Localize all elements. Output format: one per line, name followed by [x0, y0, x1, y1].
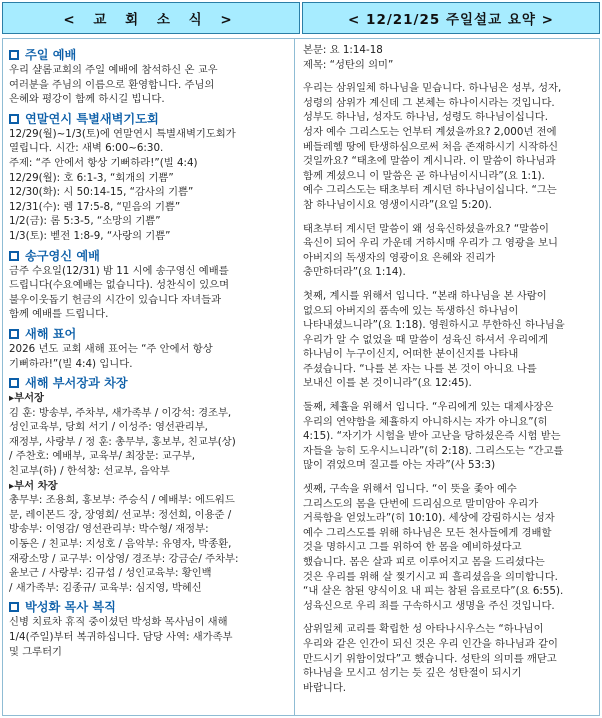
sermon-paragraph: 삼위일체 교리를 확립한 성 아타나시우스는 “하나님이 우리와 같은 인간이 되신 것은 우리 인간을 하나님과 같이 만드시기 위함이었다”고 했습니다. 성탄의 의미를 깨닫고 하나님을 모시고 섬기는 듯 깊은 성탄절이 되시기 바랍니다.: [303, 623, 558, 694]
department-heads-label: ▸부서장: [9, 392, 45, 405]
worship-text: 우리 샬롬교회의 주일 예배에 참석하신 온 교우 여러분을 주님의 이름으로 환영합니다. 주님의 은혜와 평강이 함께 하시길 빕니다.: [9, 64, 218, 106]
sermon-paragraph: 셋째, 구속을 위해서 입니다. “이 뜻을 좇아 예수 그리스도의 몸을 단번에 드리심으로 말미암아 우리가 거룩함을 얻었노라”(히 10:10). 세상에 강림하시는 성자 예수 그리스도를 위해 하나님은 모든 천사들에게 경배할 것을 명하시고 그를 위하여 한 몸을 예비하셨다고 했습니다. 몸은 살과 피로 이루어지고 몸을 드리셨다는 것은 우리를 위해 살 찢기시고 피 흘리셨음을 의미합니다. “내 살은 참된 양식이요 내 피는 참된 음료로다”(요 6:55). 성육신으로 우리 죄를 구속하시고 생명을 주신 것입니다.: [303, 483, 564, 612]
department-deputies-text: 총무부: 조용희, 홍보부: 주승식 / 예배부: 에드워드 문, 레이몬드 장, 장영희/ 선교부: 정선희, 이용준 / 방송부: 이영감/ 영선관리부: 박수형/ 재정부: 이동은 / 친교부: 지성호 / 음악부: 유영자, 박종환, 재광소망 / 교구부: 이상영/ 경조부: 강금순/ 주차부: 윤보근 / 사랑부: 김규섭 / 성인교육부: 황인백 / 새가족부: 김종규/ 교육부: 심지영, 박혜신: [9, 494, 239, 594]
square-bullet-icon: [9, 329, 19, 339]
department-leaders-title: 새해 부서장과 차장: [9, 375, 288, 391]
sermon-paragraph: 태초부터 계시던 말씀이 왜 성육신하셨을까요? “말씀이 육신이 되어 우리 가운데 거하시매 우리가 그 영광을 보니 아버지의 독생자의 영광이요 은혜와 진리가 충만하더라”(요 1:14).: [303, 222, 558, 279]
pastor-return-text: 신병 치료차 휴직 중이셨던 박성화 목사님이 새해 1/4(주일)부터 복귀하십니다. 담당 사역: 새가족부 및 그루터기: [9, 616, 233, 658]
sermon-column: [295, 39, 599, 715]
sermon-paragraph: 우리는 삼위일체 하나님을 믿습니다. 하나님은 성부, 성자, 성령의 삼위가 계신데 그 본체는 하나이시라는 것입니다. 성부도 하나님, 성자도 하나님, 성령도 하나님이십니다. 성자 예수 그리스도는 언부터 계셨을까요? 2,000년 전에 베들레헴 땅에 탄생하심으로써 처음 존재하시기 시작하신 것일까요? “태초에 말씀이 계시니라. 이 말씀이 하나님과 함께 계셨으니 이 말씀은 곧 하나님이시니라”(요 1:1). 예수 그리스도는 태초부터 계시던 하나님이십니다. “그는 참 하나님이시요 영생이시라”(요일 5:20).: [303, 82, 562, 211]
sermon-summary-header: < 12/21/25 주일설교 요약 >: [302, 2, 600, 34]
sermon-paragraph: 둘째, 체휼을 위해서 입니다. “우리에게 있는 대제사장은 우리의 연약함을 체휼하지 아니하시는 자가 아니요”(히 4:15). “자기가 시험을 받아 고난을 당하셨은즉 시험 받는 자들을 능히 도우시느니라”(히 2:18). 그리스도는 “간고를 많이 겪었으며 질고를 아는 자라”(사 53:3): [303, 401, 564, 472]
church-news-header: < 교 회 소 식 >: [2, 2, 300, 34]
sermon-scripture: 본문: 요 1:14-18: [303, 44, 383, 56]
pastor-return-title: 박성화 목사 복직: [9, 599, 288, 615]
sermon-title: 제목: “성탄의 의미”: [303, 58, 394, 71]
square-bullet-icon: [9, 602, 19, 612]
header: [2, 2, 600, 34]
church-news-column: [3, 39, 295, 715]
yearend-service-title: 송구영신 예배: [9, 248, 288, 264]
worship-title: 주일 예배: [9, 47, 288, 63]
content-columns: [2, 38, 600, 716]
sermon-paragraph: 첫째, 계시를 위해서 입니다. “본래 하나님을 본 사람이 없으되 아버지의 품속에 있는 독생하신 하나님이 나타내셨느니라”(요 1:18). 영원하시고 무한하신 하나님을 우리가 알 수 없었을 때 말씀이 성육신 하셔서 우리에게 하나님이 누구이신지, 어떠한 분이신지를 나타내 주셨습니다. “나를 본 자는 나를 본 것이 아니요 나를 보내신 이를 본 것이니라”(요 12:45).: [303, 289, 565, 390]
new-year-motto-text: 2026 년도 교회 새해 표어는 “주 안에서 항상 기뻐하라!”(빌 4:4) 입니다.: [9, 342, 213, 370]
department-heads-text: 김 훈: 방송부, 주차부, 새가족부 / 이강석: 경조부, 성인교육부, 당회 서기 / 이성주: 영선관리부, 재정부, 사랑부 / 정 훈: 총무부, 홍보부, 친교부(상) / 주찬호: 예배부, 교육부/ 최장문: 교구부, 친교부(하) / 한석창: 선교부, 음악부: [9, 406, 236, 478]
dawn-prayer-text: 12/29(월)~1/3(토)에 연말연시 특별새벽기도회가 열립니다. 시간: 새벽 6:00~6:30. 주제: “주 안에서 항상 기뻐하라!”(빌 4:4) 12/29(월): 호 6:1-3, “회개의 기쁨” 12/30(화): 시 50:14-15, “감사의 기쁨” 12/31(수): 렘 17:5-8, “믿음의 기쁨” 1/2(금): 롬 5:3-5, “소망의 기쁨” 1/3(토): 벧전 1:8-9, “사랑의 기쁨”: [9, 127, 236, 242]
square-bullet-icon: [9, 378, 19, 388]
square-bullet-icon: [9, 114, 19, 124]
square-bullet-icon: [9, 251, 19, 261]
yearend-service-text: 금주 수요일(12/31) 밤 11 시에 송구영신 예배를 드립니다(수요예배는 없습니다). 성찬식이 있으며 불우이웃돕기 헌금의 시간이 있습니다 자녀들과 함께 예배를 드립니다.: [9, 264, 230, 321]
new-year-motto-title: 새해 표어: [9, 326, 288, 342]
dawn-prayer-title: 연말연시 특별새벽기도회: [9, 111, 288, 127]
department-deputies-label: ▸부서 차장: [9, 479, 58, 492]
square-bullet-icon: [9, 50, 19, 60]
